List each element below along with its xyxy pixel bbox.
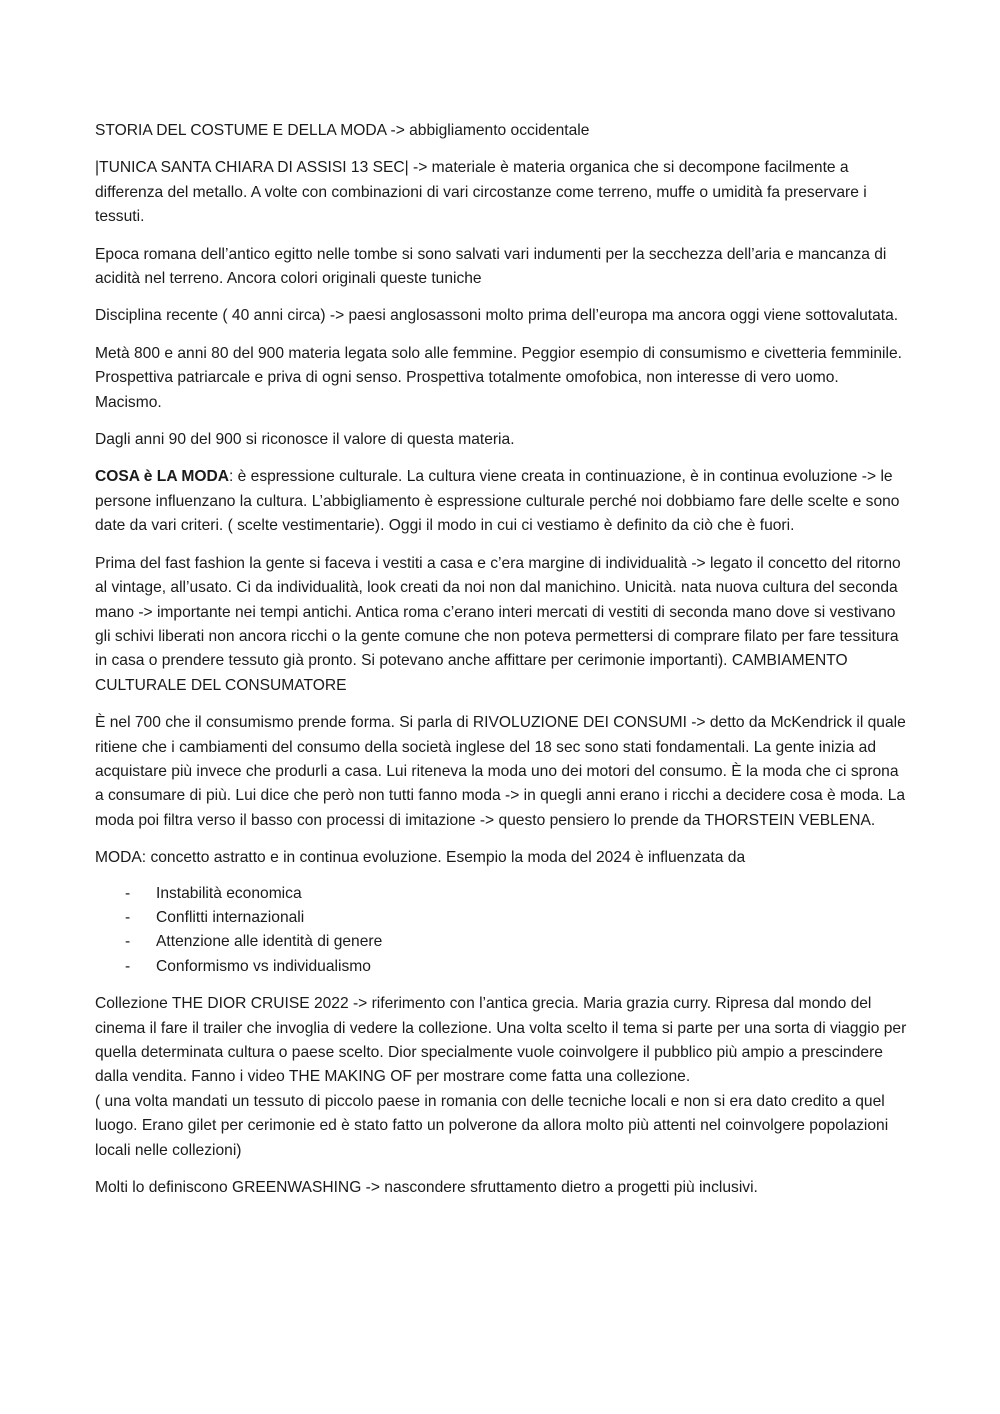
paragraph-anni-90: Dagli anni 90 del 900 si riconosce il valore di questa materia. [95, 431, 515, 449]
bullet-list-influences [95, 882, 907, 980]
list-item-text: Conformismo vs individualismo [156, 957, 371, 975]
paragraph-dior-cruise-line1: Collezione THE DIOR CRUISE 2022 -> riferimento con l’antica grecia. Maria grazia curry. Ripresa dal mondo del cinema il fare il trailer che invoglia di vedere la collezione. Una volta scelto il tema si parte per una sorta di viaggio per quella determinata cultura o paese scelto. Dior specialmente vuole coinvolgere il pubblico più ampio a prescindere dalla vendita. Fanno i video THE MAKING OF per mostrare come fatta una collezione. [95, 995, 907, 1086]
paragraph-tunica: |TUNICA SANTA CHIARA DI ASSISI 13 SEC| -> materiale è materia organica che si decompone facilmente a differenza del metallo. A volte con combinazioni di vari circostanze come terreno, muffe o umidità fa preservare i tessuti. [95, 159, 867, 226]
paragraph-meta-800: Metà 800 e anni 80 del 900 materia legata solo alle femmine. Peggior esempio di consumismo e civetteria femminile. Prospettiva patriarcale e priva di ogni senso. Prospettiva totalmente omofobica, non interesse di vero uomo. Macismo. [95, 344, 902, 411]
paragraph-dior-cruise-line2: ( una volta mandati un tessuto di piccolo paese in romania con delle tecniche locali e non si era dato credito a quel luogo. Erano gilet per cerimonie ed è stato fatto un polverone da allora molto più attenti nel coinvolgere popolazioni locali nelle collezioni) [95, 1092, 889, 1159]
paragraph-disciplina: Disciplina recente ( 40 anni circa) -> paesi anglosassoni molto prima dell’europa ma ancora oggi viene sottovalutata. [95, 307, 899, 325]
paragraph-cosa-e-la-moda [95, 465, 907, 538]
document-body [95, 119, 907, 1213]
document-title-line: STORIA DEL COSTUME E DELLA MODA -> abbigliamento occidentale [95, 122, 590, 139]
paragraph-greenwashing: Molti lo definiscono GREENWASHING -> nascondere sfruttamento dietro a progetti più inclusivi. [95, 1179, 758, 1197]
bullet-dash: - [125, 908, 131, 926]
bullet-dash: - [125, 884, 131, 902]
paragraph-epoca-romana: Epoca romana dell’antico egitto nelle tombe si sono salvati vari indumenti per la secchezza dell’aria e mancanza di acidità nel terreno. Ancora colori originali queste tuniche [95, 245, 887, 288]
paragraph-dior-cruise [95, 992, 907, 1163]
paragraph-fast-fashion: Prima del fast fashion la gente si faceva i vestiti a casa e c’era margine di individualità -> legato il concetto del ritorno al vintage, all’usato. Ci da individualità, look creati da noi non dal manichino. Unicità. nata nuova cultura del seconda mano -> importante nei tempi antichi. Antica roma c’erano interi mercati di vestiti di seconda mano dove si vestivano gli schivi liberati non ancora ricchi o la gente comune che non poteva permettersi di comprare filato per fare tessitura in casa o prendere tessuto già pronto. Si potevano anche affittare per cerimonie importanti). CAMBIAMENTO CULTURALE DEL CONSUMATORE [95, 554, 901, 694]
list-item-text: Attenzione alle identità di genere [156, 933, 383, 951]
paragraph-cosa-e-la-moda-text: : è espressione culturale. La cultura viene creata in continuazione, è in continua evoluzione -> le persone influenzano la cultura. L’abbigliamento è espressione culturale perché noi dobbiamo fare delle scelte e sono date da vari criteri. ( scelte vestimentarie). Oggi il modo in cui ci vestiamo è definito da ciò che è fuori. [95, 468, 900, 535]
bullet-dash: - [125, 957, 131, 975]
paragraph-moda-concetto: MODA: concetto astratto e in continua evoluzione. Esempio la moda del 2024 è influenzata da [95, 849, 746, 867]
list-item-text: Instabilità economica [156, 884, 302, 902]
list-item [95, 906, 907, 930]
list-item [95, 930, 907, 954]
list-item [95, 955, 907, 979]
paragraph-settecento: È nel 700 che il consumismo prende forma. Si parla di RIVOLUZIONE DEI CONSUMI -> detto da McKendrick il quale ritiene che i cambiamenti del consumo della società inglese del 18 sec sono stati fondamentali. La gente inizia ad acquistare più invece che produrli a casa. Lui riteneva la moda uno dei motori del consumo. È la moda che ci sprona a consumare di più. Lui dice che però non tutti fanno moda -> in quegli anni erano i ricchi a decidere cosa è moda. La moda poi filtra verso il basso con processi di imitazione -> questo pensiero lo prende da THORSTEIN VEBLENA. [95, 714, 906, 829]
section-heading-cosa-e-la-moda: COSA è LA MODA [95, 468, 229, 486]
list-item-text: Conflitti internazionali [156, 908, 305, 926]
list-item [95, 882, 907, 906]
bullet-dash: - [125, 933, 131, 951]
